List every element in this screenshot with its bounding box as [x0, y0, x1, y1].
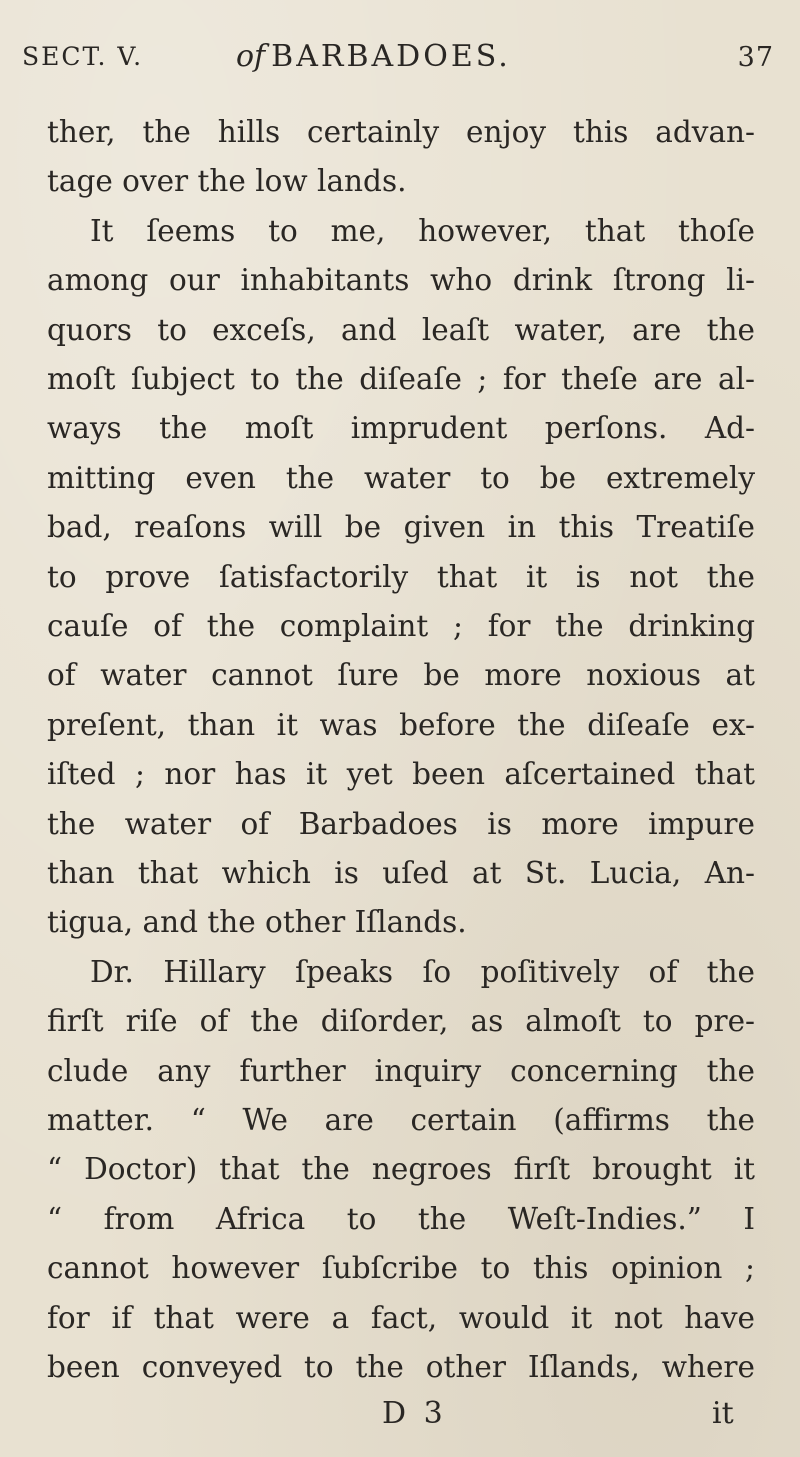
running-title — [236, 39, 511, 74]
text-line: ther, the hills certainly enjoy this advan- — [47, 115, 755, 149]
section-label: SECT. V. — [22, 42, 144, 71]
text-line: of water cannot ſure be more noxious at — [47, 658, 755, 693]
text-line: than that which is uſed at St. Lucia, An- — [47, 856, 755, 890]
text-line: the water of Barbadoes is more impure — [47, 806, 755, 841]
text-line: cannot however ſubſcribe to this opinion ; — [47, 1251, 755, 1286]
text-line: “ from Africa to the Weſt-Indies.” I — [47, 1201, 755, 1236]
text-line: ways the moſt imprudent perſons. Ad- — [47, 411, 755, 446]
text-line: tigua, and the other Iſlands. — [47, 905, 467, 940]
text-line: “ Doctor) that the negroes firſt brought it — [47, 1152, 755, 1187]
text-line: for if that were a fact, would it not have — [47, 1300, 755, 1335]
text-line: Dr. Hillary ſpeaks ſo poſitively of the — [90, 954, 755, 989]
running-title-main: BARBADOES. — [271, 39, 511, 74]
text-line: clude any further inquiry concerning the — [47, 1053, 755, 1088]
text-line: among our inhabitants who drink ſtrong li- — [47, 263, 755, 298]
catchword: it — [712, 1396, 734, 1432]
text-line: matter. “ We are certain (affirms the — [47, 1103, 755, 1137]
running-head — [22, 39, 780, 82]
text-line: firſt riſe of the diſorder, as almoſt to pre- — [47, 1004, 755, 1039]
text-line: bad, reaſons will be given in this Treatiſe — [47, 510, 755, 545]
text-line: been conveyed to the other Iſlands, where — [47, 1350, 755, 1384]
text-line: moſt ſubject to the diſeaſe ; for theſe are al- — [47, 362, 755, 396]
signature-mark: D 3 — [382, 1396, 447, 1432]
text-line: quors to exceſs, and leaſt water, are the — [47, 312, 755, 347]
text-line: tage over the low lands. — [47, 164, 407, 199]
page-number: 37 — [737, 42, 774, 73]
running-title-prefix: of — [236, 39, 266, 74]
text-line: It ſeems to me, however, that thoſe — [90, 213, 755, 248]
text-line: cauſe of the complaint ; for the drinking — [47, 609, 755, 643]
text-line: iſted ; nor has it yet been aſcertained that — [47, 757, 755, 792]
text-line: mitting even the water to be extremely — [47, 460, 755, 495]
text-line: preſent, than it was before the diſeaſe ex- — [47, 707, 755, 742]
text-line: to prove ſatisfactorily that it is not the — [47, 559, 755, 594]
